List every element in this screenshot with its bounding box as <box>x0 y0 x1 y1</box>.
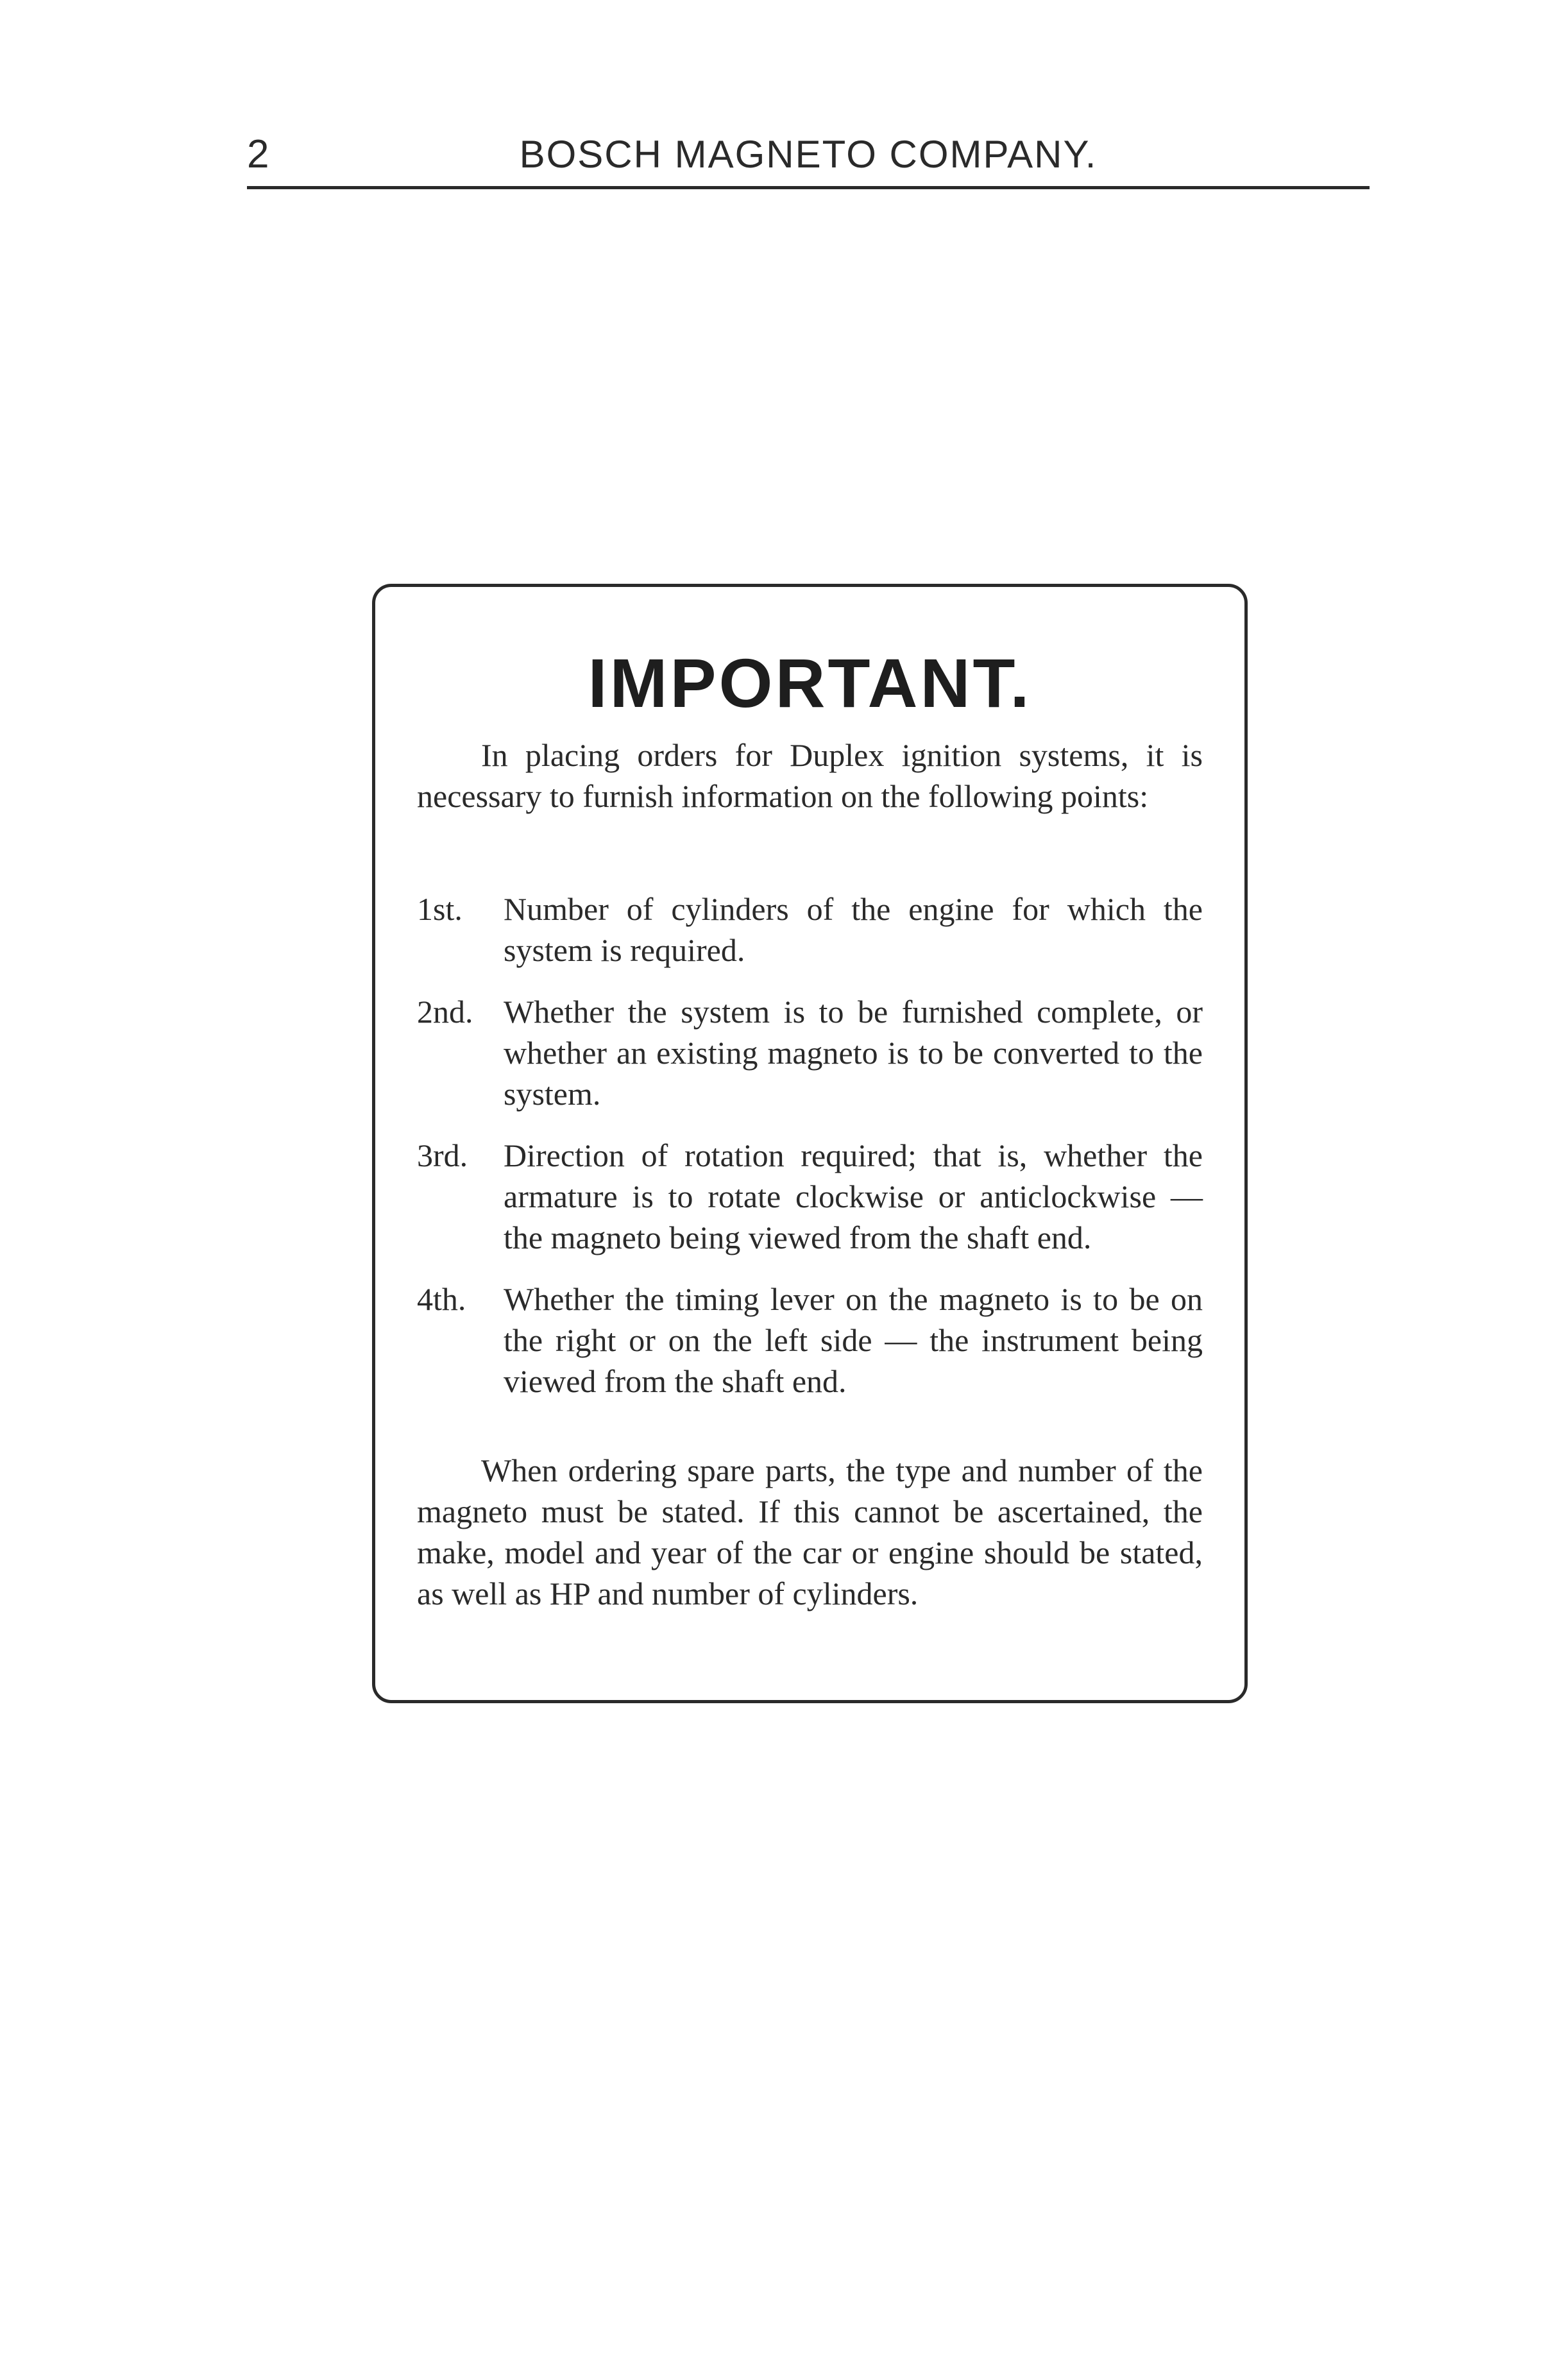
notice-title: IMPORTANT. <box>588 644 1032 722</box>
point-marker: 1st. <box>417 891 463 927</box>
point-text: Number of cylinders of the engine for which the system is required. <box>504 891 1203 968</box>
list-item <box>417 991 1203 1114</box>
important-notice-box <box>372 584 1248 1703</box>
page-number: 2 <box>247 132 269 176</box>
required-points-list <box>417 888 1203 1422</box>
page-header <box>247 128 1370 189</box>
point-text: Direction of rotation required; that is, whether the armature is to rotate clockwise or anticlockwise — the magneto being viewed from the shaft end. <box>504 1137 1203 1255</box>
point-marker: 3rd. <box>417 1137 468 1173</box>
point-marker: 4th. <box>417 1281 466 1317</box>
point-text: Whether the timing lever on the magneto is to be on the right or on the left side — the instrument being viewed from the shaft end. <box>504 1281 1203 1399</box>
list-item <box>417 1279 1203 1402</box>
point-marker: 2nd. <box>417 994 473 1030</box>
running-head: BOSCH MAGNETO COMPANY. <box>519 133 1098 176</box>
list-item <box>417 1135 1203 1258</box>
notice-intro-paragraph: In placing orders for Duplex ignition systems, it is necessary to furnish information on the following points: <box>417 737 1203 814</box>
point-text: Whether the system is to be furnished complete, or whether an existing magneto is to be converted to the system. <box>504 994 1203 1112</box>
list-item <box>417 888 1203 971</box>
notice-closing-paragraph: When ordering spare parts, the type and number of the magneto must be stated. If this cannot be ascertained, the make, model and year of the car or engine should be stated, as well as HP and number of cylinders. <box>417 1452 1203 1611</box>
